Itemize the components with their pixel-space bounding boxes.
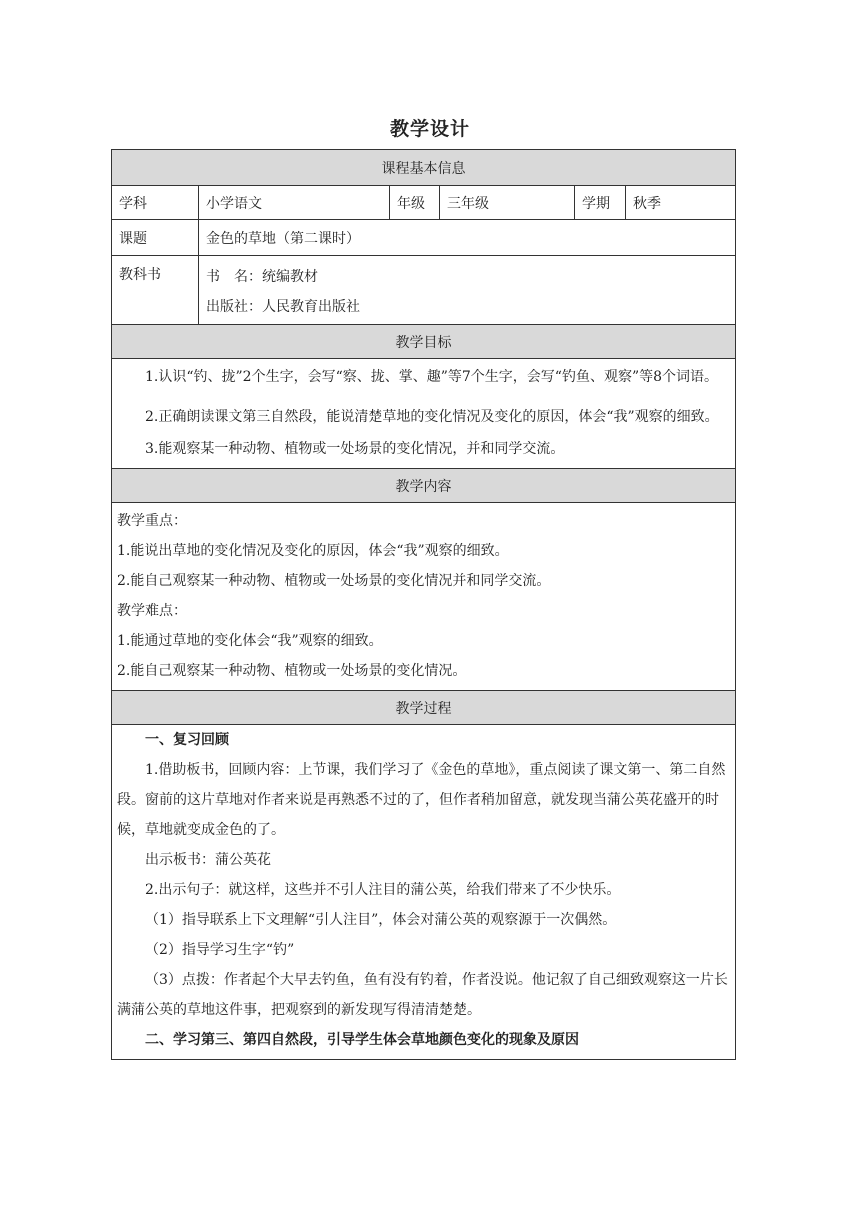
textbook-row — [112, 255, 735, 324]
section-title: 教学过程 — [395, 700, 452, 717]
content-item: 1.能说出草地的变化情况及变化的原因，体会“我”观察的细致。 — [117, 543, 509, 559]
goal-item: 2.正确朗读课文第三自然段，能说清楚草地的变化情况及变化的原因，体会“我”观察的细致。 — [145, 409, 719, 425]
content-block — [112, 502, 735, 690]
process-paragraph: （3）点拨：作者起个大早去钓鱼，鱼有没有钓着，作者没说。他记叙了自己细致观察这一片长满蒲公英的草地这件事，把观察到的新发现写得清清楚楚。 — [117, 972, 728, 1018]
process-heading: 一、复习回顾 — [145, 732, 229, 748]
publisher-line: 出版社：人民教育出版社 — [206, 299, 360, 315]
textbook-label: 教科书 — [119, 267, 161, 283]
subject-row — [112, 185, 735, 219]
content-item: 2.能自己观察某一种动物、植物或一处场景的变化情况并和同学交流。 — [117, 573, 551, 589]
section-header-content — [112, 468, 735, 502]
key-points-label: 教学重点： — [117, 513, 187, 529]
subject-value: 小学语文 — [198, 186, 389, 219]
subject-label: 学科 — [119, 195, 147, 212]
book-name-line: 书 名：统编教材 — [206, 269, 318, 285]
difficulties-label: 教学难点： — [117, 603, 187, 619]
section-header-process — [112, 690, 735, 724]
term-label: 学期 — [574, 186, 625, 219]
goal-item: 1.认识“钓、拢”2个生字，会写“察、拢、掌、趣”等7个生字，会写“钓鱼、观察”等8个词语。 — [145, 369, 719, 385]
process-paragraph: 出示板书：蒲公英花 — [145, 852, 271, 868]
process-paragraph: （1）指导联系上下文理解“引人注目”，体会对蒲公英的观察源于一次偶然。 — [145, 912, 617, 928]
textbook-info — [198, 256, 735, 324]
process-block — [112, 724, 735, 1059]
document-title: 教学设计 — [389, 118, 470, 140]
section-title: 课程基本信息 — [381, 160, 466, 177]
topic-label: 课题 — [119, 230, 147, 247]
grade-label: 年级 — [389, 186, 439, 219]
grade-value: 三年级 — [439, 186, 574, 219]
process-paragraph: （2）指导学习生字“钓” — [145, 942, 295, 958]
topic-value: 金色的草地（第二课时） — [198, 220, 735, 255]
process-paragraph: 1.借助板书，回顾内容：上节课，我们学习了《金色的草地》，重点阅读了课文第一、第二自然段。窗前的这片草地对作者来说是再熟悉不过的了，但作者稍加留意，就发现当蒲公英花盛开的时候，草地就变成金色的了。 — [117, 762, 726, 838]
section-title: 教学目标 — [395, 334, 452, 351]
term-value: 秋季 — [625, 186, 735, 219]
topic-row — [112, 219, 735, 255]
content-item: 1.能通过草地的变化体会“我”观察的细致。 — [117, 633, 383, 649]
process-heading: 二、学习第三、第四自然段，引导学生体会草地颜色变化的现象及原因 — [145, 1032, 579, 1048]
section-title: 教学内容 — [395, 478, 452, 495]
process-paragraph: 2.出示句子：就这样，这些并不引人注目的蒲公英，给我们带来了不少快乐。 — [145, 882, 621, 898]
goals-block — [112, 358, 735, 468]
lesson-table — [111, 149, 736, 1060]
section-header-goals — [112, 324, 735, 358]
goal-item: 3.能观察某一种动物、植物或一处场景的变化情况，并和同学交流。 — [145, 441, 565, 457]
section-header-basic — [112, 150, 735, 185]
content-item: 2.能自己观察某一种动物、植物或一处场景的变化情况。 — [117, 663, 467, 679]
